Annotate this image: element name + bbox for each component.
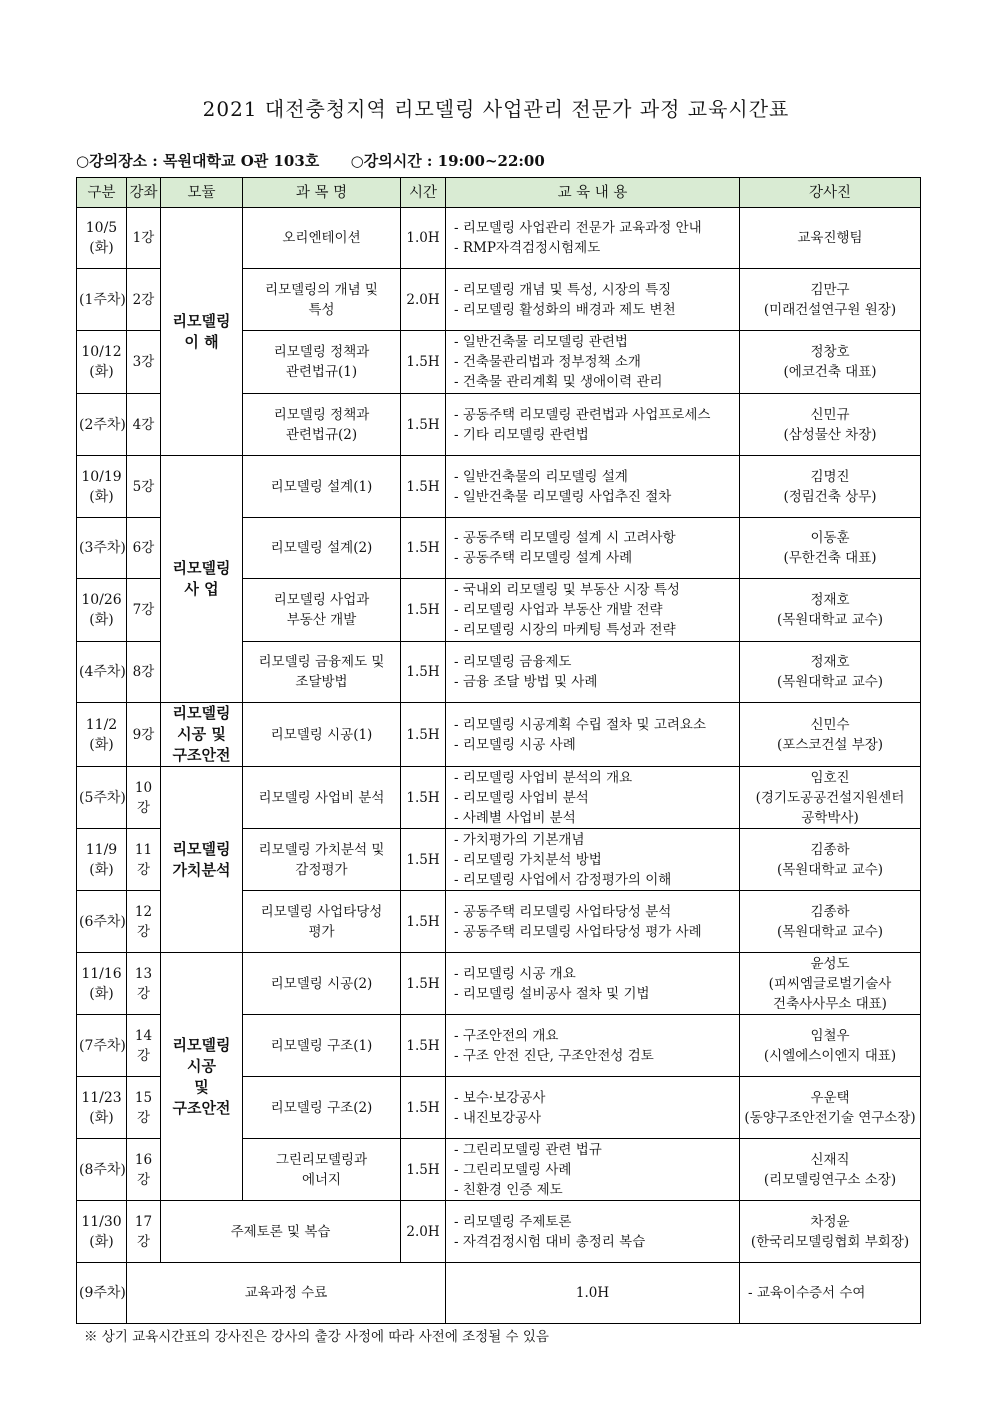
text-line: 조달방법 xyxy=(295,674,348,690)
text-line: (화) xyxy=(89,612,114,628)
hours-cell: 1.5H xyxy=(401,891,446,953)
content-cell xyxy=(446,579,740,642)
hours-cell: 1.5H xyxy=(401,829,446,891)
header-subject: 과 목 명 xyxy=(243,178,401,208)
text-line: 우운택 xyxy=(810,1089,850,1106)
content-cell xyxy=(446,703,740,767)
text-line: 김종하 xyxy=(810,903,850,920)
subject-cell xyxy=(243,642,401,703)
text-line: 오리엔테이션 xyxy=(282,230,361,246)
text-line: 11/23 xyxy=(81,1089,122,1106)
content-line: - 보수·보강공사 xyxy=(454,1089,546,1106)
text-line: (한국리모델링협회 부회장) xyxy=(750,1233,910,1250)
content-line: - 자격검정시험 대비 총정리 복습 xyxy=(454,1233,646,1250)
content-line: - 리모델링 시공 사례 xyxy=(454,736,576,753)
content-cell xyxy=(446,269,740,331)
text-line: (6주차) xyxy=(79,913,126,930)
text-line: 감정평가 xyxy=(295,861,348,878)
header-module: 모듈 xyxy=(161,178,243,208)
text-line: 공학박사) xyxy=(801,809,859,826)
instructor-cell xyxy=(740,767,921,829)
instructor-cell xyxy=(740,208,921,269)
content-line: - 공동주택 리모델링 사업타당성 평가 사례 xyxy=(454,923,702,940)
week-group xyxy=(77,1201,127,1263)
table-row xyxy=(77,767,921,829)
text-line: (화) xyxy=(89,861,114,878)
text-line: 리모델링 정책과 xyxy=(273,406,370,423)
content-cell xyxy=(446,642,740,703)
lecture-number: 17강 xyxy=(127,1201,161,1263)
text-line: 리모델링 xyxy=(172,1035,231,1054)
lecture-number: 11강 xyxy=(127,829,161,891)
content-line: - 리모델링 시장의 마케팅 특성과 전략 xyxy=(454,622,676,638)
week-group xyxy=(77,703,127,767)
text-line: 평가 xyxy=(308,923,335,940)
week-group xyxy=(77,456,127,518)
text-line: 시공 xyxy=(187,1056,216,1075)
content-line: - 그린리모델링 사례 xyxy=(454,1161,572,1178)
hours-cell: 1.5H xyxy=(401,331,446,394)
header-lecture: 강좌 xyxy=(127,178,161,208)
content-line: - 공동주택 리모델링 설계 시 고려사항 xyxy=(454,530,676,546)
module-cell xyxy=(161,703,243,767)
content-cell xyxy=(446,1139,740,1201)
text-line: (경기도공공건설지원센터 xyxy=(755,789,905,806)
content-cell xyxy=(740,1263,921,1324)
hours-cell: 1.5H xyxy=(401,703,446,767)
text-line: 리모델링 시공(2) xyxy=(270,975,373,992)
text-line: (5주차) xyxy=(79,789,126,806)
subject-cell xyxy=(243,829,401,891)
table-row xyxy=(77,1201,921,1263)
text-line: 리모델링 구조(1) xyxy=(270,1037,373,1054)
content-line: - 구조안전의 개요 xyxy=(454,1027,559,1044)
content-line: - 건축물 관리계획 및 생애이력 관리 xyxy=(454,374,663,390)
lecture-number: 5강 xyxy=(127,456,161,518)
text-line: (8주차) xyxy=(79,1161,126,1178)
content-line: - 구조 안전 진단, 구조안전성 검토 xyxy=(454,1047,654,1064)
subject-cell xyxy=(243,518,401,579)
hours-cell: 1.0H xyxy=(446,1263,740,1324)
subject-cell xyxy=(243,331,401,394)
text-line: (미래건설연구원 원장) xyxy=(763,301,897,318)
text-line: 관련법규(2) xyxy=(285,426,358,443)
header-row xyxy=(77,178,921,208)
content-line: - 리모델링 사업관리 전문가 교육과정 안내 xyxy=(454,220,702,236)
hours-cell: 1.5H xyxy=(401,1015,446,1077)
subject-cell xyxy=(243,891,401,953)
text-line: (정림건축 상무) xyxy=(783,488,877,505)
week-group xyxy=(77,1139,127,1201)
hours-cell: 2.0H xyxy=(401,1201,446,1263)
table-row xyxy=(77,456,921,518)
text-line: (화) xyxy=(89,985,114,1002)
text-line: 정재호 xyxy=(810,592,850,608)
week-group xyxy=(77,891,127,953)
week-group xyxy=(77,1015,127,1077)
lecture-number: 8강 xyxy=(127,642,161,703)
text-line: (삼성물산 차장) xyxy=(783,426,877,443)
text-line: 교육과정 수료 xyxy=(244,1285,328,1301)
content-line: - 그린리모델링 관련 법규 xyxy=(454,1141,602,1158)
text-line: (목원대학교 교수) xyxy=(776,612,884,628)
text-line: 및 xyxy=(194,1077,209,1096)
subject-cell xyxy=(243,394,401,456)
text-line: (포스코건설 부장) xyxy=(776,736,884,753)
week-group xyxy=(77,1263,127,1324)
content-line: - 리모델링 사업비 분석 xyxy=(454,789,589,806)
text-line: 주제토론 및 복습 xyxy=(230,1223,331,1240)
subject-cell xyxy=(243,269,401,331)
content-line: - 리모델링 사업비 분석의 개요 xyxy=(454,769,633,786)
text-line: 정재호 xyxy=(810,654,850,670)
lecture-number: 10강 xyxy=(127,767,161,829)
text-line: 리모델링 사업타당성 xyxy=(260,903,383,920)
table-row xyxy=(77,953,921,1015)
lecture-number: 12강 xyxy=(127,891,161,953)
content-line: - 리모델링 주제토론 xyxy=(454,1213,572,1230)
content-cell xyxy=(446,331,740,394)
content-line: - 리모델링 시공 개요 xyxy=(454,965,576,982)
text-line: (7주차) xyxy=(79,1037,126,1054)
text-line: 이동훈 xyxy=(810,530,850,546)
text-line: 차정윤 xyxy=(810,1213,850,1230)
text-line: 윤성도 xyxy=(810,955,850,972)
content-line: - 리모델링 사업에서 감정평가의 이해 xyxy=(454,871,672,888)
text-line: 관련법규(1) xyxy=(285,364,358,380)
lecture-number: 16강 xyxy=(127,1139,161,1201)
content-line: - 공동주택 리모델링 사업타당성 분석 xyxy=(454,903,672,920)
content-line: - 기타 리모델링 관련법 xyxy=(454,426,589,443)
text-line: 신민규 xyxy=(810,406,850,423)
text-line: 시공 및 xyxy=(177,725,226,743)
subject-cell xyxy=(243,703,401,767)
subject-cell xyxy=(243,456,401,518)
text-line: 임호진 xyxy=(810,769,850,786)
hours-cell: 1.5H xyxy=(401,456,446,518)
hours-cell: 1.5H xyxy=(401,953,446,1015)
instructor-cell xyxy=(740,269,921,331)
lecture-number: 2강 xyxy=(127,269,161,331)
content-line: - 국내외 리모델링 및 부동산 시장 특성 xyxy=(454,582,680,598)
instructor-cell xyxy=(740,642,921,703)
text-line: 리모델링 시공(1) xyxy=(270,726,373,743)
content-cell xyxy=(446,518,740,579)
text-line: 리모델링 정책과 xyxy=(273,344,370,360)
content-line: - 리모델링 개념 및 특성, 시장의 특징 xyxy=(454,281,672,298)
instructor-cell xyxy=(740,579,921,642)
text-line: (목원대학교 교수) xyxy=(776,861,884,878)
subject-cell xyxy=(161,1201,401,1263)
content-cell xyxy=(446,394,740,456)
content-line: - 리모델링 금융제도 xyxy=(454,654,572,670)
instructor-cell xyxy=(740,518,921,579)
hours-cell: 1.0H xyxy=(401,208,446,269)
hours-cell: 1.5H xyxy=(401,1139,446,1201)
hours-cell: 1.5H xyxy=(401,1077,446,1139)
lecture-number: 15강 xyxy=(127,1077,161,1139)
subject-cell xyxy=(243,579,401,642)
text-line: 11/2 xyxy=(85,716,118,733)
content-line: - 리모델링 사업과 부동산 개발 전략 xyxy=(454,602,663,618)
hours-cell: 1.5H xyxy=(401,579,446,642)
lecture-number: 6강 xyxy=(127,518,161,579)
content-line: - RMP자격검정시험제도 xyxy=(454,240,601,256)
text-line: 리모델링 금융제도 및 xyxy=(258,654,385,670)
text-line: (시엘에스이엔지 대표) xyxy=(763,1047,897,1064)
content-cell xyxy=(446,829,740,891)
text-line: 11/16 xyxy=(81,965,122,982)
text-line: 리모델링 xyxy=(172,839,231,858)
text-line: 리모델링 설계(2) xyxy=(270,540,373,556)
content-line: - 사례별 사업비 분석 xyxy=(454,809,576,826)
subject-cell xyxy=(243,767,401,829)
content-cell xyxy=(446,1015,740,1077)
header-content: 교 육 내 용 xyxy=(446,178,740,208)
text-line: 특성 xyxy=(308,301,335,318)
content-line: - 금융 조달 방법 및 사례 xyxy=(454,674,598,690)
week-group xyxy=(77,269,127,331)
instructor-cell xyxy=(740,394,921,456)
header-hours: 시간 xyxy=(401,178,446,208)
text-line: (화) xyxy=(89,1109,114,1126)
lecture-place: ○강의장소 : 목원대학교 O관 103호 xyxy=(76,152,320,170)
week-group xyxy=(77,331,127,394)
week-group xyxy=(77,208,127,269)
lecture-number: 4강 xyxy=(127,394,161,456)
subject-cell xyxy=(243,1077,401,1139)
content-cell xyxy=(446,891,740,953)
text-line: 신재직 xyxy=(810,1151,850,1168)
text-line: 임철우 xyxy=(810,1027,850,1044)
hours-cell: 1.5H xyxy=(401,518,446,579)
table-row xyxy=(77,703,921,767)
module-cell xyxy=(161,953,243,1201)
lecture-number: 13강 xyxy=(127,953,161,1015)
text-line: 리모델링 사업비 분석 xyxy=(258,789,385,806)
content-line: - 공동주택 리모델링 관련법과 사업프로세스 xyxy=(454,406,711,423)
text-line: (무한건축 대표) xyxy=(783,550,877,566)
text-line: 김명진 xyxy=(810,468,850,485)
content-line: - 공동주택 리모델링 설계 사례 xyxy=(454,550,633,566)
text-line: (리모델링연구소 소장) xyxy=(763,1171,897,1188)
content-line: - 리모델링 가치분석 방법 xyxy=(454,851,602,868)
week-group xyxy=(77,518,127,579)
content-line: - 일반건축물의 리모델링 설계 xyxy=(454,468,628,485)
module-cell xyxy=(161,456,243,703)
footnote: ※ 상기 교육시간표의 강사진은 강사의 출강 사정에 따라 사전에 조정될 수 있음 xyxy=(84,1329,549,1345)
hours-cell: 2.0H xyxy=(401,269,446,331)
text-line: 구조안전 xyxy=(172,746,231,764)
content-line: - 교육이수증서 수여 xyxy=(748,1285,866,1301)
text-line: 건축사사무소 대표) xyxy=(773,995,887,1012)
lecture-time: ○강의시간 : 19:00~22:00 xyxy=(350,152,545,170)
content-line: - 리모델링 시공계획 수립 절차 및 고려요소 xyxy=(454,716,707,733)
text-line: 리모델링 구조(2) xyxy=(270,1099,373,1116)
text-line: 신민수 xyxy=(810,716,850,733)
text-line: (화) xyxy=(89,240,114,256)
content-line: - 친환경 인증 제도 xyxy=(454,1181,563,1198)
page-title: 2021 대전충청지역 리모델링 사업관리 전문가 과정 교육시간표 xyxy=(202,97,790,121)
content-line: - 일반건축물 리모델링 관련법 xyxy=(454,334,628,350)
lecture-number: 9강 xyxy=(127,703,161,767)
text-line: 11/30 xyxy=(81,1213,122,1230)
module-cell xyxy=(161,208,243,456)
text-line: (2주차) xyxy=(79,416,126,433)
subject-cell xyxy=(243,208,401,269)
content-line: - 내진보강공사 xyxy=(454,1109,542,1126)
lecture-info xyxy=(76,150,545,171)
text-line: (목원대학교 교수) xyxy=(776,923,884,940)
instructor-cell xyxy=(740,1015,921,1077)
hours-cell: 1.5H xyxy=(401,394,446,456)
text-line: 부동산 개발 xyxy=(286,612,357,628)
text-line: (목원대학교 교수) xyxy=(776,674,884,690)
week-group xyxy=(77,642,127,703)
hours-cell: 1.5H xyxy=(401,767,446,829)
text-line: 가치분석 xyxy=(172,860,231,879)
instructor-cell xyxy=(740,891,921,953)
text-line: (동양구조안전기술 연구소장) xyxy=(744,1109,916,1126)
header-group: 구분 xyxy=(77,178,127,208)
week-group xyxy=(77,579,127,642)
schedule-body xyxy=(77,208,921,1324)
hours-cell: 1.5H xyxy=(401,642,446,703)
text-line: 리모델링의 개념 및 xyxy=(265,281,378,298)
content-line: - 리모델링 설비공사 절차 및 기법 xyxy=(454,985,650,1002)
text-line: (3주차) xyxy=(79,540,126,556)
content-line: - 건축물관리법과 정부정책 소개 xyxy=(454,354,641,370)
week-group xyxy=(77,829,127,891)
instructor-cell xyxy=(740,1201,921,1263)
text-line: 10/12 xyxy=(81,344,122,360)
header-instructor: 강사진 xyxy=(740,178,921,208)
content-cell xyxy=(446,208,740,269)
text-line: 이 해 xyxy=(184,332,219,351)
text-line: 10/5 xyxy=(85,220,118,236)
text-line: 10/19 xyxy=(81,468,122,485)
week-group xyxy=(77,767,127,829)
text-line: (화) xyxy=(89,1233,114,1250)
content-cell xyxy=(446,767,740,829)
lecture-number: 14강 xyxy=(127,1015,161,1077)
content-cell xyxy=(446,1201,740,1263)
content-line: - 리모델링 활성화의 배경과 제도 변천 xyxy=(454,301,676,318)
text-line: 리모델링 xyxy=(172,704,231,722)
text-line: (1주차) xyxy=(79,291,126,308)
text-line: (9주차) xyxy=(79,1285,126,1301)
text-line: (4주차) xyxy=(79,664,126,680)
text-line: 리모델링 설계(1) xyxy=(270,478,373,495)
module-cell xyxy=(161,767,243,953)
instructor-cell xyxy=(740,1077,921,1139)
week-group xyxy=(77,394,127,456)
week-group xyxy=(77,1077,127,1139)
text-line: (화) xyxy=(89,364,114,380)
content-line: - 가치평가의 기본개념 xyxy=(454,831,585,848)
table-row xyxy=(77,208,921,269)
lecture-number: 3강 xyxy=(127,331,161,394)
text-line: 11/9 xyxy=(85,841,118,858)
subject-cell xyxy=(243,1139,401,1201)
instructor-cell xyxy=(740,1139,921,1201)
content-line: - 일반건축물 리모델링 사업추진 절차 xyxy=(454,488,672,505)
content-cell xyxy=(446,953,740,1015)
lecture-number: 7강 xyxy=(127,579,161,642)
text-line: (화) xyxy=(89,488,114,505)
content-cell xyxy=(446,456,740,518)
content-cell xyxy=(446,1077,740,1139)
subject-cell xyxy=(243,1015,401,1077)
text-line: 구조안전 xyxy=(172,1098,231,1117)
instructor-cell xyxy=(740,829,921,891)
text-line: 사 업 xyxy=(184,580,219,598)
text-line: 정창호 xyxy=(810,344,850,360)
instructor-cell xyxy=(740,703,921,767)
text-line: (화) xyxy=(89,736,114,753)
subject-cell xyxy=(243,953,401,1015)
text-line: 그린리모델링과 xyxy=(275,1151,368,1168)
instructor-cell xyxy=(740,953,921,1015)
lecture-number: 1강 xyxy=(127,208,161,269)
text-line: 리모델링 xyxy=(172,311,231,330)
text-line: (피씨엠글로벌기술사 xyxy=(768,975,892,992)
table-row xyxy=(77,1263,921,1324)
text-line: 리모델링 사업과 xyxy=(273,592,370,608)
text-line: 10/26 xyxy=(81,592,122,608)
instructor-cell xyxy=(740,456,921,518)
completion-cell xyxy=(127,1263,446,1324)
text-line: 교육진행팀 xyxy=(797,230,863,246)
schedule-table xyxy=(76,177,921,1324)
text-line: 김만구 xyxy=(810,281,850,298)
week-group xyxy=(77,953,127,1015)
text-line: 리모델링 xyxy=(172,559,231,577)
text-line: 김종하 xyxy=(810,841,850,858)
text-line: (에코건축 대표) xyxy=(783,364,877,380)
text-line: 에너지 xyxy=(301,1171,342,1188)
text-line: 리모델링 가치분석 및 xyxy=(258,841,385,858)
instructor-cell xyxy=(740,331,921,394)
